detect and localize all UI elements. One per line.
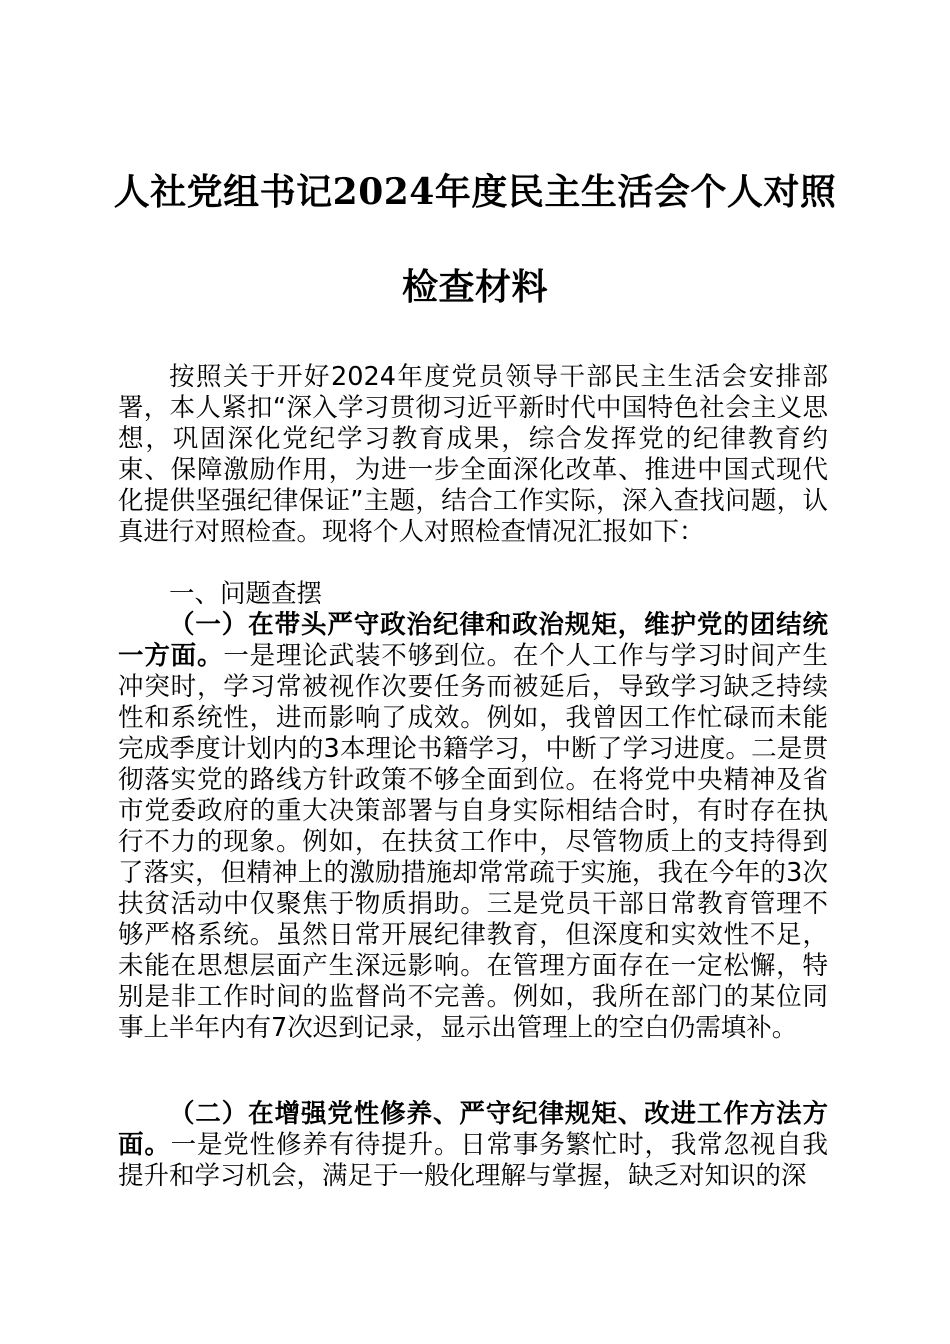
subsection-1-body: 一是理论武装不够到位。在个人工作与学习时间产生冲突时，学习常被视作次要任务而被延后，导致学习缺乏持续性和系统性，进而影响了成效。例如，我曾因工作忙碌而未能完成季度计划内的3本理论书籍学习，中断了学习进度。二是贯彻落实党的路线方针政策不够全面到位。在将党中央精神及省市党委政府的重大决策部署与自身实际相结合时，有时存在执行不力的现象。例如，在扶贫工作中，尽管物质上的支持得到了落实，但精神上的激励措施却常常疏于实施，我在今年的3次扶贫活动中仅聚焦于物质捐助。三是党员干部日常教育管理不够严格系统。虽然日常开展纪律教育，但深度和实效性不足，未能在思想层面产生深远影响。在管理方面存在一定松懈，特别是非工作时间的监督尚不完善。例如，我所在部门的某位同事上半年内有7次迟到记录，显示出管理上的空白仍需填补。 — [118, 641, 828, 1043]
document-title-line1: 人社党组书记2024年度民主生活会个人对照 — [113, 171, 837, 213]
document-title-line2: 检查材料 — [401, 266, 548, 308]
subsection-1 — [118, 610, 828, 1044]
subsection-2-body: 一是党性修养有待提升。日常事务繁忙时，我常忽视自我提升和学习机会，满足于一般化理解与掌握，缺乏对知识的深 — [118, 1130, 828, 1191]
subsection-2-heading: （二）在增强党性修养、严守纪律规矩、改进工作方法方面。 — [118, 1099, 828, 1160]
subsection-1-heading: （一）在带头严守政治纪律和政治规矩，维护党的团结统一方面。 — [118, 610, 828, 671]
intro-paragraph: 按照关于开好2024年度党员领导干部民主生活会安排部署，本人紧扣“深入学习贯彻习近平新时代中国特色社会主义思想，巩固深化党纪学习教育成果，综合发挥党的纪律教育约束、保障激励作用，为进一步全面深化改革、推进中国式现代化提供坚强纪律保证”主题，结合工作实际，深入查找问题，认真进行对照检查。现将个人对照检查情况汇报如下： — [118, 362, 828, 547]
section-heading-1: 一、问题查摆 — [169, 579, 323, 609]
subsection-2 — [118, 1099, 828, 1192]
